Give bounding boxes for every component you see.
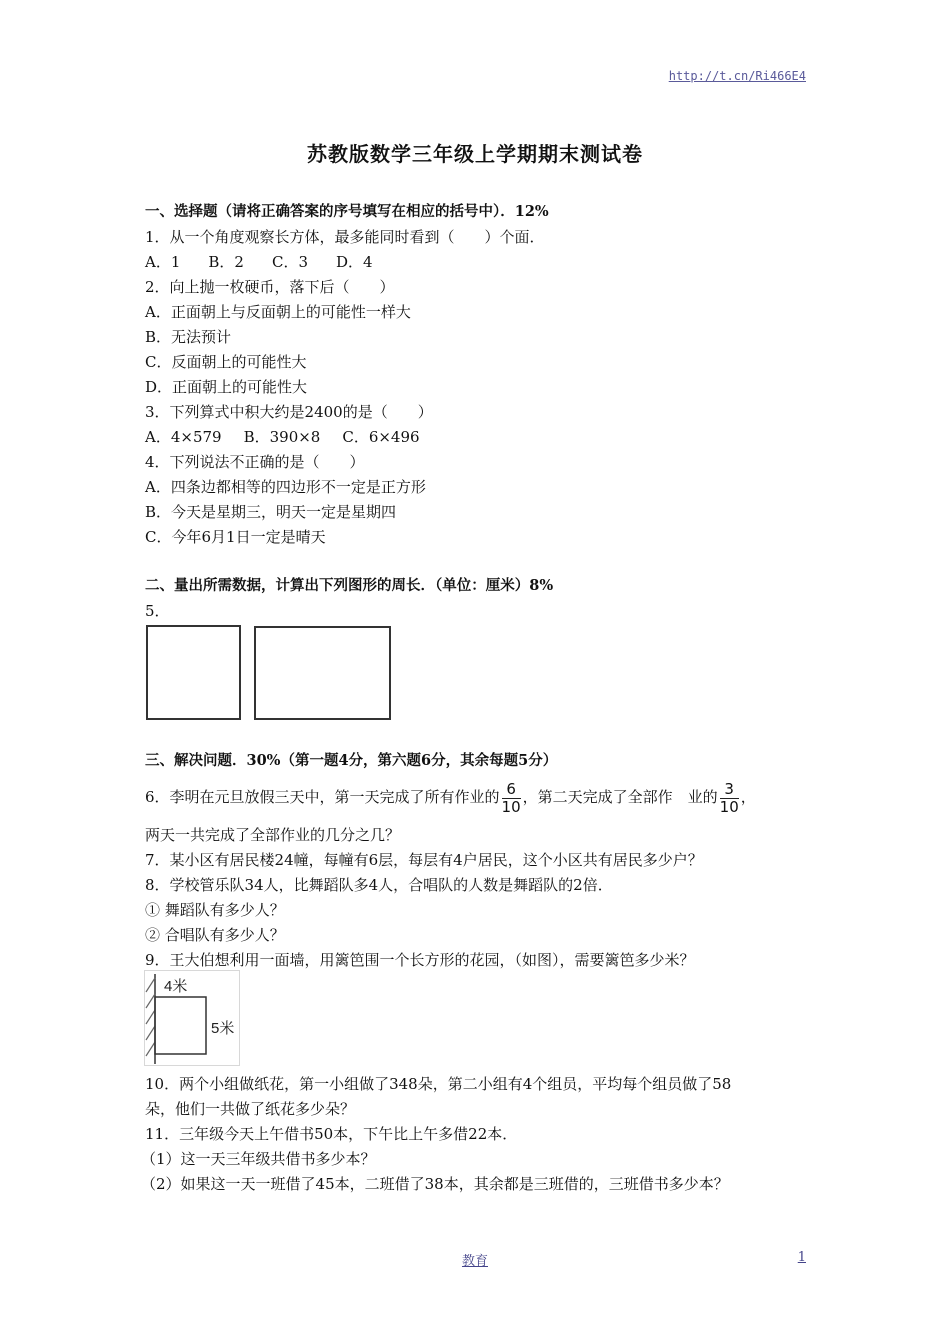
q3-options bbox=[145, 427, 420, 447]
square-figure bbox=[146, 625, 241, 720]
wall-hatch bbox=[146, 978, 155, 1056]
q2-option-a: A．正面朝上与反面朝上的可能性一样大 bbox=[145, 303, 411, 321]
q1-option-c: C．3 bbox=[271, 253, 308, 271]
q3-option-b: B．390×8 bbox=[243, 428, 321, 446]
page-title: 苏教版数学三年级上学期期末测试卷 bbox=[307, 142, 643, 166]
q6-frac1-den: 10 bbox=[501, 797, 521, 816]
q1-option-b: B．2 bbox=[208, 253, 244, 271]
page-number: 1 bbox=[797, 1250, 806, 1265]
section2-heading: 二、量出所需数据，计算出下列图形的周长．（单位：厘米）8% bbox=[145, 577, 554, 594]
q1-option-a: A．1 bbox=[145, 253, 181, 271]
q5-stem: 5． bbox=[145, 602, 170, 620]
q6-frac2-num: 3 bbox=[724, 779, 734, 798]
q3-option-c: C．6×496 bbox=[342, 428, 420, 446]
q6-line1 bbox=[145, 774, 756, 820]
q2-stem: 2．向上抛一枚硬币，落下后（ ） bbox=[145, 278, 395, 296]
q4-option-a: A．四条边都相等的四边形不一定是正方形 bbox=[145, 478, 426, 496]
q9-stem: 9．王大伯想利用一面墙，用篱笆围一个长方形的花园，（如图），需要篱笆多少米？ bbox=[145, 951, 695, 969]
footer-link[interactable]: 教育 bbox=[461, 1254, 488, 1269]
q11-sub2: （2）如果这一天一班借了45本，二班借了38本，其余都是三班借的，三班借书多少本？ bbox=[141, 1175, 729, 1193]
q4-stem: 4．下列说法不正确的是（ ） bbox=[145, 453, 365, 471]
q2-option-c: C．反面朝上的可能性大 bbox=[145, 353, 307, 371]
q6-frac1-num: 6 bbox=[506, 779, 516, 798]
q8-sub1: ① 舞蹈队有多少人？ bbox=[145, 901, 285, 919]
garden-figure bbox=[144, 970, 240, 1066]
q11-sub1: （1）这一天三年级共借书多少本？ bbox=[141, 1150, 376, 1168]
q8-sub2: ② 合唱队有多少人？ bbox=[145, 926, 285, 944]
q10-line1: 10．两个小组做纸花，第一小组做了348朵，第二小组有4个组员，平均每个组员做了58 bbox=[145, 1075, 732, 1093]
q2-option-b: B．无法预计 bbox=[145, 328, 232, 346]
header-link[interactable]: http://t.cn/Ri466E4 bbox=[668, 69, 806, 83]
q7-stem: 7．某小区有居民楼24幢，每幢有6层，每层有4户居民，这个小区共有居民多少户？ bbox=[145, 851, 703, 869]
garden-rectangle bbox=[155, 997, 206, 1054]
section3-heading: 三、解决问题．30%（第一题4分，第六题6分，其余每题5分） bbox=[145, 752, 558, 769]
q4-option-c: C．今年6月1日一定是晴天 bbox=[145, 528, 326, 546]
q4-option-b: B．今天是星期三，明天一定是星期四 bbox=[145, 503, 397, 521]
q6-line2: 两天一共完成了全部作业的几分之几？ bbox=[145, 826, 401, 844]
q6-part3: ， bbox=[740, 788, 756, 806]
q6-part1: 6．李明在元旦放假三天中，第一天完成了所有作业的 bbox=[145, 788, 500, 806]
garden-top-label: 4米 bbox=[164, 978, 188, 995]
section1-heading: 一、选择题（请将正确答案的序号填写在相应的括号中）．12% bbox=[145, 203, 549, 220]
q1-stem: 1．从一个角度观察长方体，最多能同时看到（ ）个面． bbox=[145, 228, 545, 246]
q6-frac2-den: 10 bbox=[719, 797, 739, 816]
garden-right-label: 5米 bbox=[211, 1020, 235, 1037]
q10-line2: 朵，他们一共做了纸花多少朵？ bbox=[145, 1100, 356, 1118]
q8-stem: 8．学校管乐队34人，比舞蹈队多4人，合唱队的人数是舞蹈队的2倍． bbox=[145, 876, 613, 894]
q11-stem: 11．三年级今天上午借书50本，下午比上午多借22本． bbox=[145, 1125, 518, 1143]
q3-option-a: A．4×579 bbox=[145, 428, 222, 446]
rectangle-figure bbox=[254, 626, 391, 720]
q2-option-d: D．正面朝上的可能性大 bbox=[145, 378, 308, 396]
q6-fraction-2 bbox=[720, 781, 739, 816]
q3-stem: 3．下列算式中积大约是2400的是（ ） bbox=[145, 403, 433, 421]
q6-fraction-1 bbox=[502, 781, 521, 816]
q1-options bbox=[145, 252, 373, 272]
q6-part2: ，第二天完成了全部作 业的 bbox=[522, 788, 718, 806]
q1-option-d: D．4 bbox=[336, 253, 373, 271]
